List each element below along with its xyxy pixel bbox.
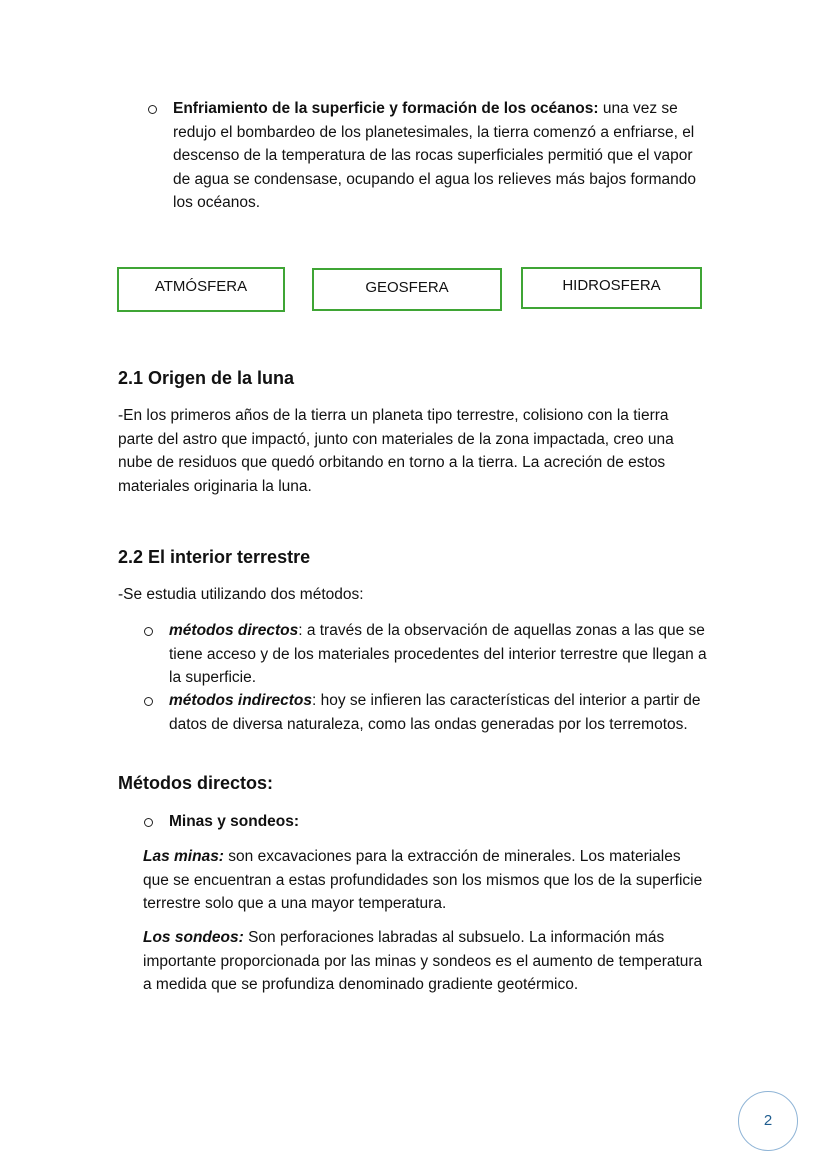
mines-lead: Las minas: (143, 848, 224, 865)
bullet-circle-icon (144, 818, 153, 827)
drills-body: Son perforaciones labradas al subsuelo. La información más importante proporcionada por las minas y sondeos es el aumento de temperatura a medida que se profundiza denominado gradiente geotérmico. (143, 929, 703, 993)
interior-list-item (169, 619, 709, 690)
moon-paragraph: -En los primeros años de la tierra un planeta tipo terrestre, colisiono con la tierra parte del astro que impactó, junto con materiales de la zona impactada, creo una nube de residuos que quedó orbitando en torno a la tierra. La acreción de estos materiales originaria la luna. (118, 407, 674, 495)
indirect-methods-lead: métodos indirectos (169, 692, 312, 709)
drills-lead: Los sondeos: (143, 929, 244, 946)
indirect-methods-body: : hoy se infieren las características del interior a partir de datos de diversa naturaleza, como las ondas generadas por los terremotos. (169, 692, 701, 733)
interior-list-item (169, 689, 709, 736)
mines-paragraph (143, 845, 708, 916)
mines-body: son excavaciones para la extracción de minerales. Los materiales que se encuentran a estas profundidades son los mismos que los de la superficie terrestre solo que a una mayor temperatura. (143, 848, 703, 912)
direct-methods-lead: métodos directos (169, 622, 299, 639)
section-title-interior: 2.2 El interior terrestre (118, 547, 311, 567)
intro-item-lead: Enfriamiento de la superficie y formación de los océanos: (173, 100, 599, 117)
box-hidrosfera (521, 267, 702, 309)
direct-methods-subitem (169, 810, 299, 834)
direct-methods-title: Métodos directos: (118, 773, 274, 793)
box-geosfera-label: GEOSFERA (365, 279, 449, 296)
interior-intro: -Se estudia utilizando dos métodos: (118, 586, 364, 603)
page-number-label: 2 (763, 1112, 773, 1129)
box-hidrosfera-label: HIDROSFERA (562, 277, 661, 294)
mines-and-drills-label: Minas y sondeos: (169, 813, 300, 830)
box-atmosfera-label: ATMÓSFERA (154, 278, 248, 295)
bullet-circle-icon (148, 105, 157, 114)
intro-list-item (173, 97, 708, 215)
box-atmosfera (117, 267, 285, 312)
bullet-circle-icon (144, 627, 153, 636)
drills-paragraph (143, 926, 708, 997)
page-number (738, 1091, 798, 1151)
section-title-moon: 2.1 Origen de la luna (118, 368, 295, 388)
bullet-circle-icon (144, 697, 153, 706)
intro-item-body: una vez se redujo el bombardeo de los planetesimales, la tierra comenzó a enfriarse, el descenso de la temperatura de las rocas superficiales permitió que el vapor de agua se condensase, ocupando el agua los relieves más bajos formando los océanos. (173, 100, 697, 211)
box-geosfera (312, 268, 502, 311)
direct-methods-body: : a través de la observación de aquellas zonas a las que se tiene acceso y de los materiales procedentes del interior terrestre que llegan a la superficie. (169, 622, 707, 686)
